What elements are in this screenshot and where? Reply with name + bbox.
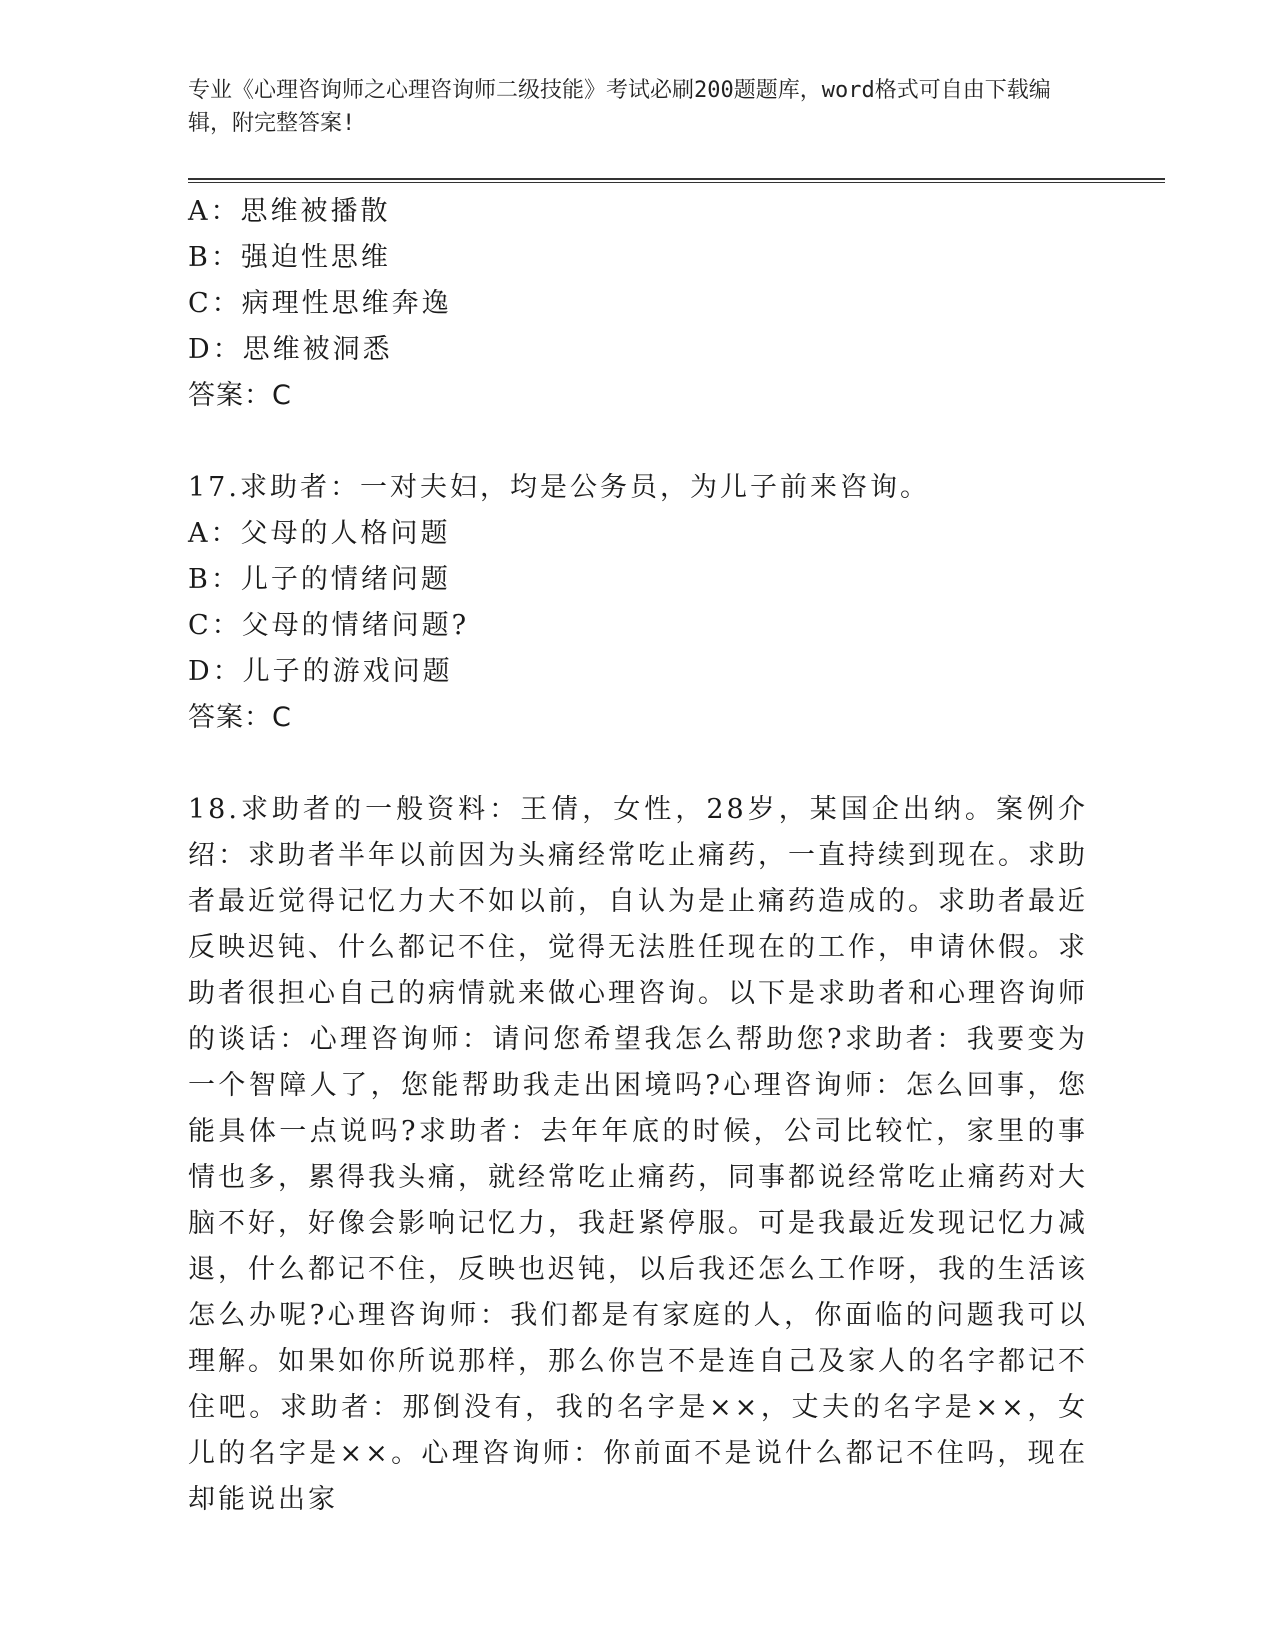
- option-b: B：强迫性思维: [188, 242, 391, 273]
- option-b: B：儿子的情绪问题: [188, 564, 451, 595]
- answer-line: 答案：C: [188, 380, 292, 411]
- answer-line: 答案：C: [188, 702, 292, 733]
- header-divider: [188, 178, 1165, 183]
- question-text: 17.求助者：一对夫妇，均是公务员，为儿子前来咨询。: [188, 472, 930, 503]
- option-c: C：病理性思维奔逸: [188, 288, 452, 319]
- document-body: [188, 189, 1088, 1523]
- question-17-block: [188, 465, 1088, 741]
- option-a: A：父母的人格问题: [188, 518, 451, 549]
- document-header: 专业《心理咨询师之心理咨询师二级技能》考试必刷200题题库，word格式可自由下载编辑，附完整答案!: [188, 78, 1051, 136]
- option-c: C：父母的情绪问题?: [188, 610, 470, 641]
- option-a: A：思维被播散: [188, 196, 391, 227]
- question-16-block: [188, 189, 1088, 419]
- spacer: [188, 741, 1088, 787]
- question-18-block: [188, 787, 1088, 1523]
- question-text: 18.求助者的一般资料：王倩，女性，28岁，某国企出纳。案例介绍：求助者半年以前因为头痛经常吃止痛药，一直持续到现在。求助者最近觉得记忆力大不如以前，自认为是止痛药造成的。求助者最近反映迟钝、什么都记不住，觉得无法胜任现在的工作，申请休假。求助者很担心自己的病情就来做心理咨询。以下是求助者和心理咨询师的谈话：心理咨询师：请问您希望我怎么帮助您?求助者：我要变为一个智障人了，您能帮助我走出困境吗?心理咨询师：怎么回事，您能具体一点说吗?求助者：去年年底的时候，公司比较忙，家里的事情也多，累得我头痛，就经常吃止痛药，同事都说经常吃止痛药对大脑不好，好像会影响记忆力，我赶紧停服。可是我最近发现记忆力减退，什么都记不住，反映也迟钝，以后我还怎么工作呀，我的生活该怎么办呢?心理咨询师：我们都是有家庭的人，你面临的问题我可以理解。如果如你所说那样，那么你岂不是连自己及家人的名字都记不住吧。求助者：那倒没有，我的名字是××，丈夫的名字是××，女儿的名字是××。心理咨询师：你前面不是说什么都记不住吗，现在却能说出家: [188, 794, 1088, 1515]
- option-d: D：思维被洞悉: [188, 334, 393, 365]
- option-d: D：儿子的游戏问题: [188, 656, 453, 687]
- spacer: [188, 419, 1088, 465]
